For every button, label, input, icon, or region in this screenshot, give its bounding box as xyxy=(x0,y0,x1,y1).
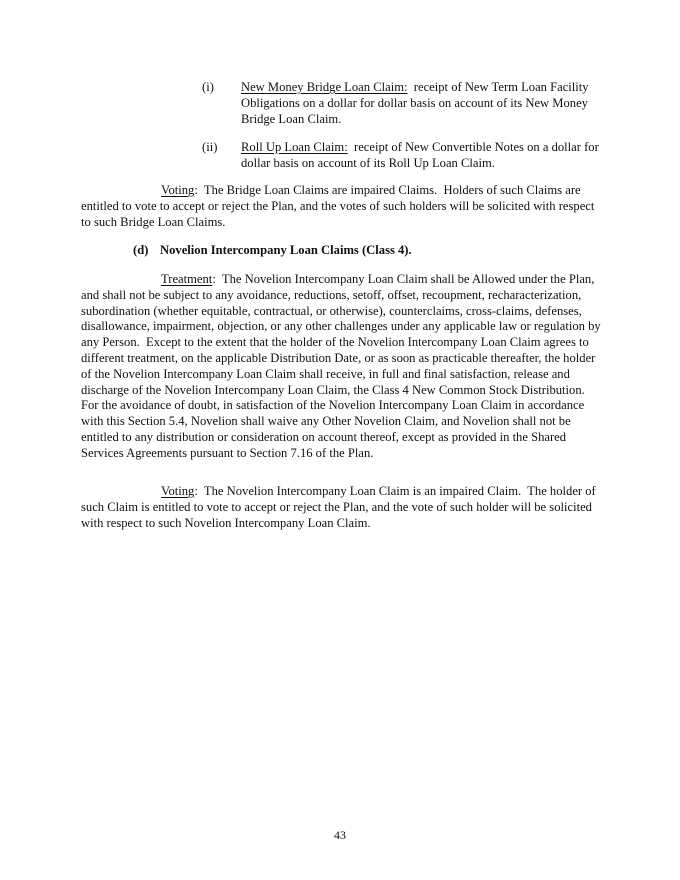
voting-label: Voting xyxy=(161,183,195,197)
treatment-label: Treatment xyxy=(161,272,213,286)
section-letter: (d) xyxy=(133,243,149,257)
list-item-text: receipt of New Term Loan Facility Obligations on a dollar for dollar basis on account of its New Money Bridge Loan Claim. xyxy=(241,80,592,126)
class4-voting-paragraph xyxy=(81,484,602,531)
list-item-text: receipt of New Convertible Notes on a dollar for dollar basis on account of its Roll Up Loan Claim. xyxy=(241,140,602,170)
treatment-paragraph xyxy=(81,272,602,462)
list-item-body xyxy=(241,80,613,127)
list-item-label: New Money Bridge Loan Claim: xyxy=(241,80,408,94)
voting-text: : The Novelion Intercompany Loan Claim is an impaired Claim. The holder of such Claim is entitled to vote to accept or reject the Plan, and the vote of such holder will be solicited with respect to such Novelion Intercompany Loan Claim. xyxy=(81,484,599,530)
treatment-text: : The Novelion Intercompany Loan Claim shall be Allowed under the Plan, and shall not be subject to any avoidance, reductions, setoff, offset, recoupment, recharacterization, subordination (whether equitable, contractual, or otherwise), counterclaims, cross-claims, defenses, disallowance, impairment, objection, or any other challenges under any applicable law or regulation by any Person. Except to the extent that the holder of the Novelion Intercompany Loan Claim agrees to different treatment, on the applicable Distribution Date, or as soon as practicable thereafter, the holder of the Novelion Intercompany Loan Claim shall receive, in full and final satisfaction, release and discharge of the Novelion Intercompany Loan Claim, the Class 4 New Common Stock Distribution. For the avoidance of doubt, in satisfaction of the Novelion Intercompany Loan Claim in accordance with this Section 5.4, Novelion shall waive any Other Novelion Claim, and Novelion shall not be entitled to any distribution or consideration on account thereof, except as provided in the Shared Services Agreements pursuant to Section 7.16 of the Plan. xyxy=(81,272,604,460)
section-heading xyxy=(133,243,412,259)
voting-text: : The Bridge Loan Claims are impaired Claims. Holders of such Claims are entitled to vote to accept or reject the Plan, and the votes of such holders will be solicited with respect to such Bridge Loan Claims. xyxy=(81,183,598,229)
page-number: 43 xyxy=(334,828,346,842)
list-item-number: (i) xyxy=(202,80,214,94)
voting-label: Voting xyxy=(161,484,195,498)
list-item-number: (ii) xyxy=(202,140,218,154)
list-item-label: Roll Up Loan Claim: xyxy=(241,140,348,154)
section-title: Novelion Intercompany Loan Claims (Class 4). xyxy=(160,243,412,257)
bridge-voting-paragraph xyxy=(81,183,602,230)
list-item-body xyxy=(241,140,613,172)
